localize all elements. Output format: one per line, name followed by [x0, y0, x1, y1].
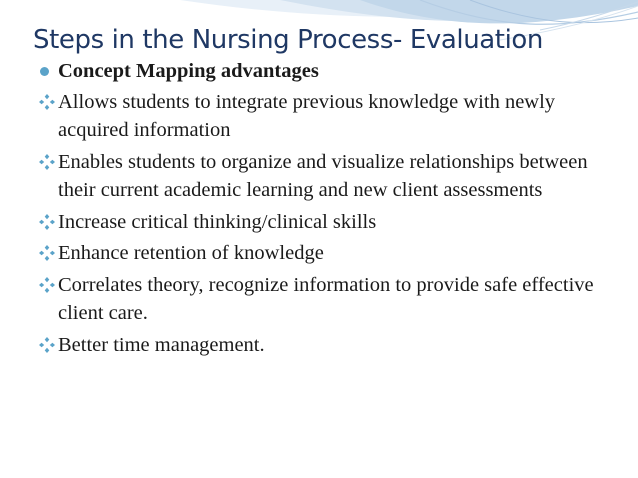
four-diamond-bullet-icon — [38, 148, 58, 176]
four-diamond-bullet-icon — [38, 239, 58, 267]
list-item — [38, 271, 608, 328]
circle-bullet-icon — [38, 57, 58, 85]
list-item — [38, 208, 608, 237]
list-item-text: Correlates theory, recognize information to provide safe effective client care. — [58, 273, 594, 324]
heading-text: Concept Mapping advantages — [58, 60, 319, 82]
list-item-text: Enables students to organize and visualize relationships between their current academic learning and new client assessments — [58, 150, 588, 201]
list-item-text: Better time management. — [58, 333, 265, 356]
list-item-text: Enhance retention of knowledge — [58, 242, 324, 264]
list-item-text: Increase critical thinking/clinical skills — [58, 210, 377, 233]
four-diamond-bullet-icon — [38, 88, 58, 116]
list-item-heading — [38, 57, 608, 86]
list-item — [38, 88, 608, 145]
four-diamond-bullet-icon — [38, 271, 58, 299]
slide-title: Steps in the Nursing Process- Evaluation — [33, 25, 544, 55]
four-diamond-bullet-icon — [38, 208, 58, 236]
bullet-list — [38, 57, 608, 362]
list-item-text: Allows students to integrate previous knowledge with newly acquired information — [58, 90, 556, 141]
four-diamond-bullet-icon — [38, 331, 58, 359]
list-item — [38, 239, 608, 268]
list-item — [38, 148, 608, 205]
list-item — [38, 331, 608, 360]
